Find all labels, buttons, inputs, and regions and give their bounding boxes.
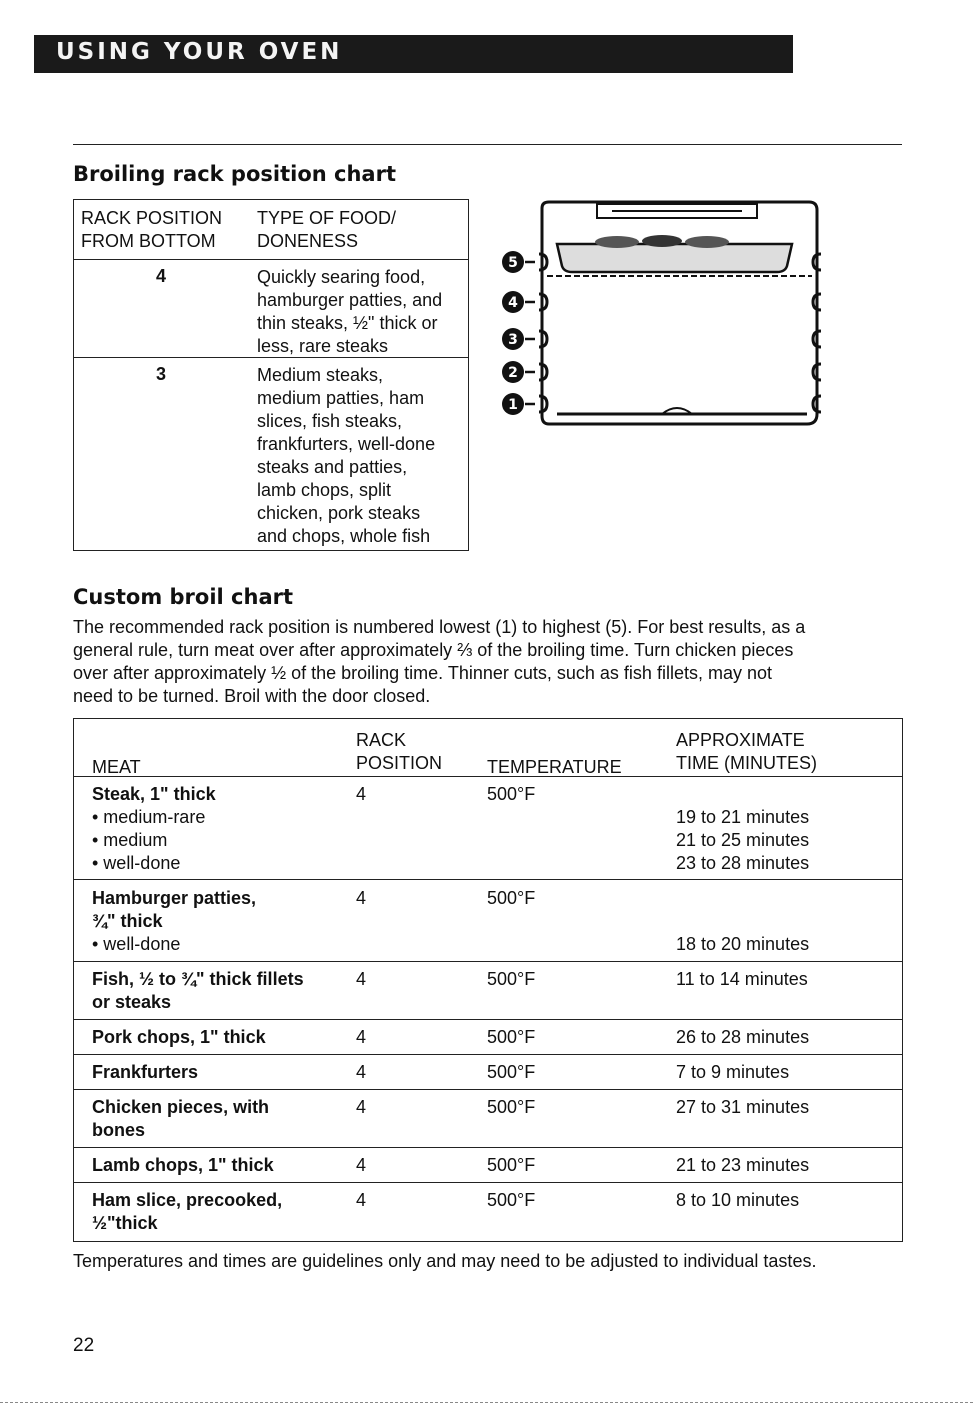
header-text: TYPE OF FOOD/ xyxy=(257,208,397,228)
intro-line: general rule, turn meat over after approximately ⅔ of the broiling time. Turn chicken pieces xyxy=(73,640,794,660)
food-icon xyxy=(595,236,639,248)
intro-line: need to be turned. Broil with the door closed. xyxy=(73,686,431,706)
food-line: medium patties, ham xyxy=(257,388,425,408)
rack-number: 4 xyxy=(156,266,167,286)
food-line: less, rare steaks xyxy=(257,336,389,356)
food-line: and chops, whole fish xyxy=(257,526,431,546)
meat-name: ¾" thick xyxy=(92,911,163,931)
time-value: 23 to 28 minutes xyxy=(676,853,810,873)
rack-value: 4 xyxy=(356,888,367,908)
rack-label: 3 xyxy=(508,332,518,348)
header-text: POSITION xyxy=(356,753,443,773)
temp-value: 500°F xyxy=(487,1155,536,1175)
header-text: DONENESS xyxy=(257,231,359,251)
header-text: RACK xyxy=(356,730,407,750)
meat-name: Chicken pieces, with xyxy=(92,1097,270,1117)
header-meat: MEAT xyxy=(92,757,141,777)
doneness-label: • well-done xyxy=(92,853,181,873)
time-value: 11 to 14 minutes xyxy=(676,969,808,989)
rack-value: 4 xyxy=(356,1097,367,1117)
food-line: lamb chops, split xyxy=(257,480,392,500)
row-separator xyxy=(74,961,902,962)
rack-table-header xyxy=(74,200,468,260)
row-separator xyxy=(74,1182,902,1183)
row-separator xyxy=(74,879,902,880)
temp-value: 500°F xyxy=(487,969,536,989)
food-line: thin steaks, ½" thick or xyxy=(257,313,438,333)
row-separator xyxy=(74,1147,902,1148)
row-separator xyxy=(74,1054,902,1055)
meat-name: Frankfurters xyxy=(92,1062,199,1082)
time-value: 7 to 9 minutes xyxy=(676,1062,790,1082)
row-separator xyxy=(74,1089,902,1090)
rack-label: 5 xyxy=(508,255,518,271)
meat-name: Ham slice, precooked, xyxy=(92,1190,283,1210)
rack-value: 4 xyxy=(356,784,367,804)
food-line: frankfurters, well-done xyxy=(257,434,436,454)
rack-position-table xyxy=(73,199,469,551)
section-banner xyxy=(34,35,793,73)
page-number: 22 xyxy=(73,1335,95,1356)
meat-name: or steaks xyxy=(92,992,172,1012)
food-description xyxy=(257,266,465,358)
temp-value: 500°F xyxy=(487,1097,536,1117)
table-row xyxy=(74,358,468,550)
temp-value: 500°F xyxy=(487,1062,536,1082)
meat-name: Pork chops, 1" thick xyxy=(92,1027,266,1047)
header-food-type xyxy=(257,207,465,253)
time-value: 8 to 10 minutes xyxy=(676,1190,800,1210)
header-rack-position xyxy=(81,207,251,253)
food-description xyxy=(257,364,465,548)
rack-number: 3 xyxy=(156,364,167,384)
meat-name: Lamb chops, 1" thick xyxy=(92,1155,274,1175)
rack-value: 4 xyxy=(356,1062,367,1082)
custom-broil-table xyxy=(73,718,903,1242)
food-line: Quickly searing food, xyxy=(257,267,426,287)
temp-value: 500°F xyxy=(487,888,536,908)
header-text: TIME (MINUTES) xyxy=(676,753,817,773)
food-line: steaks and patties, xyxy=(257,457,408,477)
rack-value: 4 xyxy=(356,1190,367,1210)
temp-value: 500°F xyxy=(487,784,536,804)
temp-value: 500°F xyxy=(487,1027,536,1047)
rack-value: 4 xyxy=(356,1155,367,1175)
row-separator xyxy=(74,1019,902,1020)
header-rack xyxy=(356,729,442,775)
doneness-label: • medium xyxy=(92,830,168,850)
meat-name: bones xyxy=(92,1120,146,1140)
food-line: slices, fish steaks, xyxy=(257,411,403,431)
time-value: 26 to 28 minutes xyxy=(676,1027,810,1047)
food-line: hamburger patties, and xyxy=(257,290,443,310)
intro-line: over after approximately ½ of the broiling time. Thinner cuts, such as fish fillets, may not xyxy=(73,663,772,683)
rack-value: 4 xyxy=(356,969,367,989)
rack-label: 2 xyxy=(508,365,518,381)
header-time xyxy=(676,729,817,775)
temp-value: 500°F xyxy=(487,1190,536,1210)
time-value: 19 to 21 minutes xyxy=(676,807,810,827)
custom-broil-heading: Custom broil chart xyxy=(73,585,294,609)
custom-broil-intro xyxy=(73,616,903,708)
meat-name: ½"thick xyxy=(92,1213,158,1233)
food-icon xyxy=(685,236,729,248)
food-line: Medium steaks, xyxy=(257,365,384,385)
doneness-label: • medium-rare xyxy=(92,807,206,827)
header-text: APPROXIMATE xyxy=(676,730,805,750)
oven-cavity-outline xyxy=(542,202,817,424)
rack-label: 1 xyxy=(508,397,518,413)
rack-number-badges xyxy=(502,251,535,415)
broiling-rack-heading: Broiling rack position chart xyxy=(73,162,396,186)
doneness-label: • well-done xyxy=(92,934,181,954)
time-value: 21 to 23 minutes xyxy=(676,1155,810,1175)
divider-rule xyxy=(73,144,902,145)
banner-title: USING YOUR OVEN xyxy=(56,39,343,65)
table-row xyxy=(74,260,468,358)
food-line: chicken, pork steaks xyxy=(257,503,421,523)
footnote: Temperatures and times are guidelines only and may need to be adjusted to individual tastes. xyxy=(73,1251,817,1271)
header-text: FROM BOTTOM xyxy=(81,231,216,251)
rack-label: 4 xyxy=(508,295,518,311)
broiler-pan-icon xyxy=(557,244,792,272)
meat-name: Steak, 1" thick xyxy=(92,784,216,804)
intro-line: The recommended rack position is numbered lowest (1) to highest (5). For best results, as a xyxy=(73,617,806,637)
header-text: RACK POSITION xyxy=(81,208,223,228)
food-icon xyxy=(642,235,682,247)
meat-name: Fish, ½ to ¾" thick fillets xyxy=(92,969,304,989)
time-value: 27 to 31 minutes xyxy=(676,1097,810,1117)
oven-rack-diagram xyxy=(487,196,827,428)
bottom-divider xyxy=(0,1402,973,1403)
meat-name: Hamburger patties, xyxy=(92,888,257,908)
row-separator xyxy=(74,776,902,777)
rack-value: 4 xyxy=(356,1027,367,1047)
header-temperature: TEMPERATURE xyxy=(487,757,622,777)
time-value: 18 to 20 minutes xyxy=(676,934,810,954)
time-value: 21 to 25 minutes xyxy=(676,830,810,850)
